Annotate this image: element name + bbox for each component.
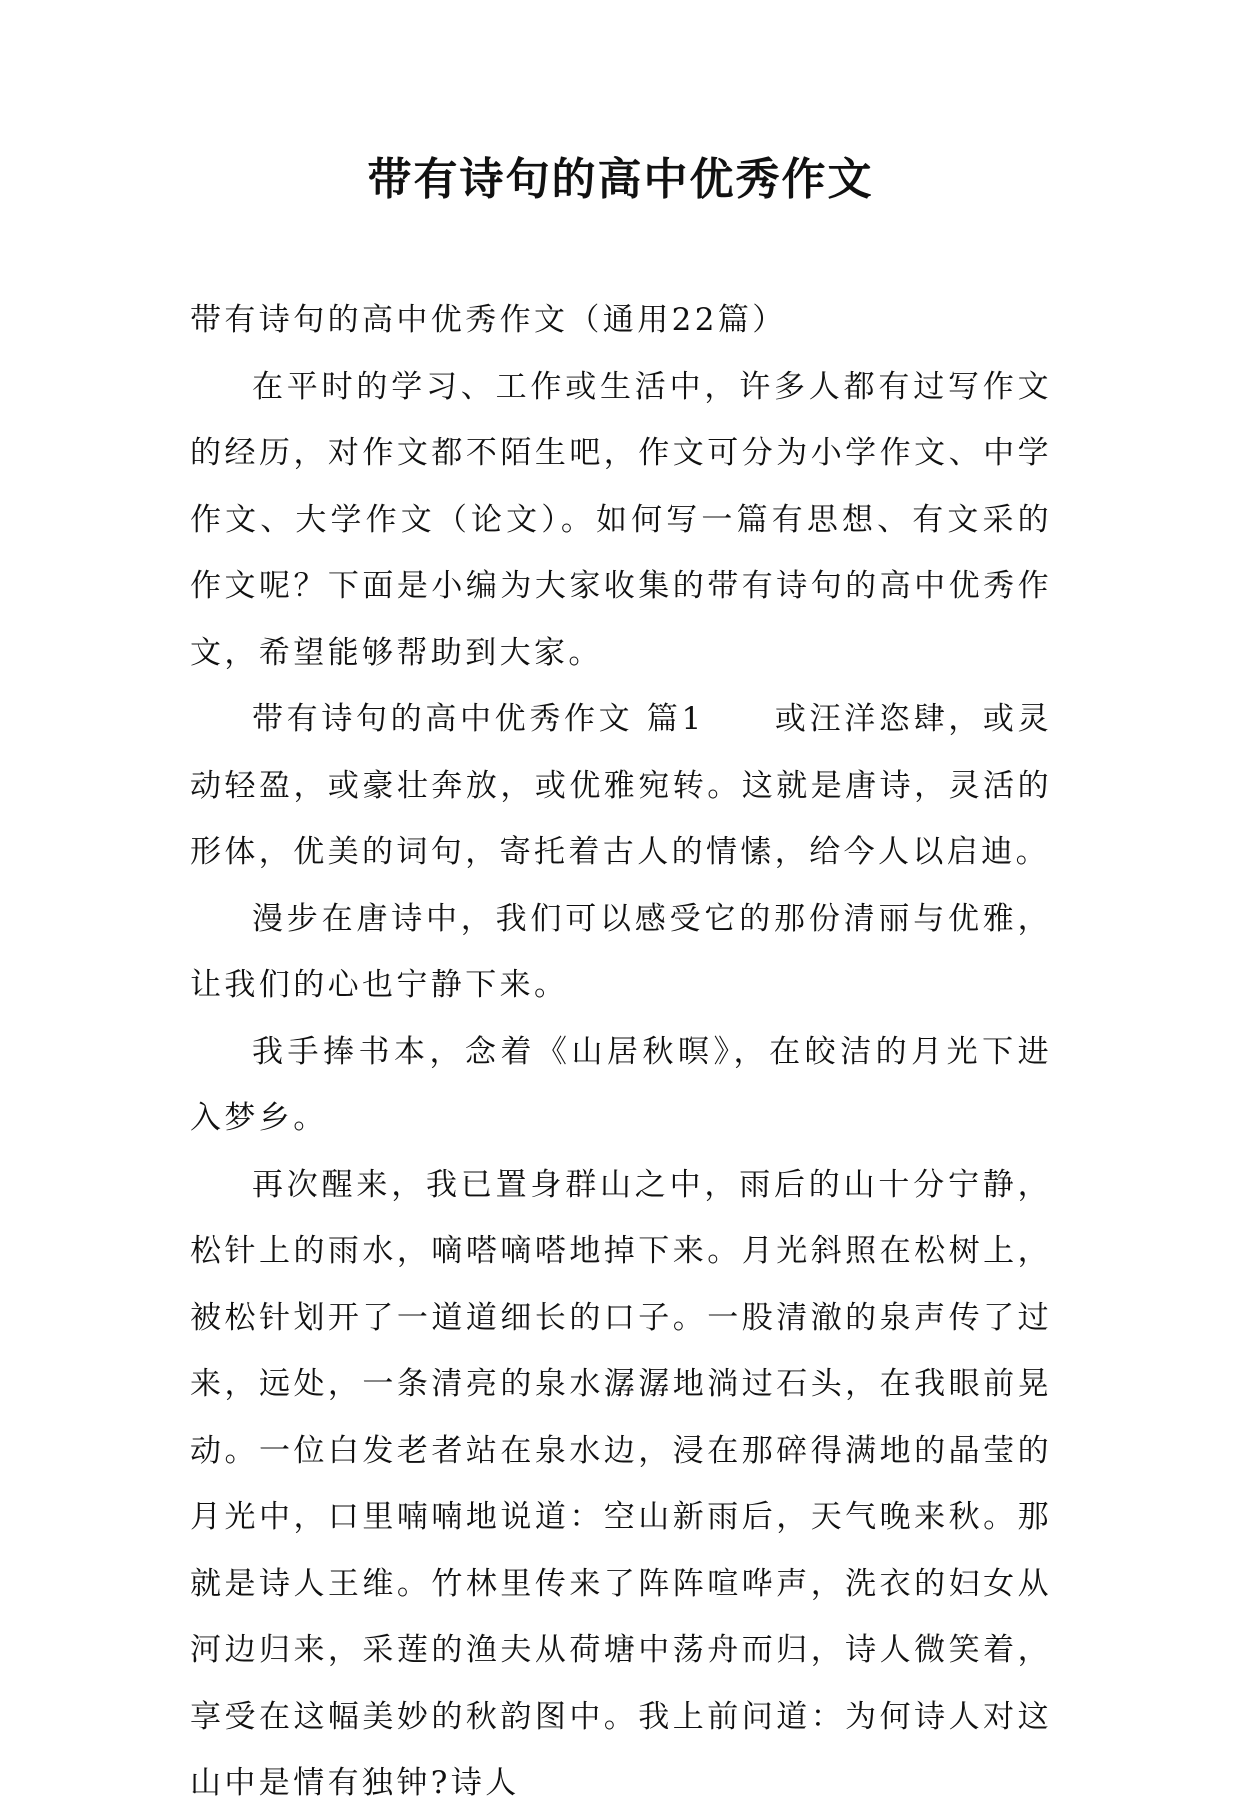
document-title: 带有诗句的高中优秀作文 [367,154,874,205]
body-paragraph: 漫步在唐诗中，我们可以感受它的那份清丽与优雅，让我们的心也宁静下来。 [190,900,1052,1003]
section-paragraph [190,686,1052,886]
section-first-text: 或汪洋恣肆，或灵动轻盈，或豪壮奔放，或优雅宛转。这就是唐诗，灵活的形体，优美的词句，寄托着古人的情愫，给今人以启迪。 [190,701,1052,870]
section-heading: 带有诗句的高中优秀作文 篇1 [252,701,705,737]
body-paragraph: 我手捧书本，念着《山居秋暝》，在皎洁的月光下进入梦乡。 [190,1033,1052,1136]
body-paragraph: 再次醒来，我已置身群山之中，雨后的山十分宁静，松针上的雨水，嘀嗒嘀嗒地掉下来。月光斜照在松树上，被松针划开了一道道细长的口子。一股清澈的泉声传了过来，远处，一条清亮的泉水潺潺地淌过石头，在我眼前晃动。一位白发老者站在泉水边，浸在那碎得满地的晶莹的月光中，口里喃喃地说道：空山新雨后，天气晚来秋。那就是诗人王维。竹林里传来了阵阵喧哗声，洗衣的妇女从河边归来，采莲的渔夫从荷塘中荡舟而归，诗人微笑着，享受在这幅美妙的秋韵图中。我上前问道：为何诗人对这山中是情有独钟?诗人 [190,1166,1052,1801]
intro-paragraph: 在平时的学习、工作或生活中，许多人都有过写作文的经历，对作文都不陌生吧，作文可分为小学作文、中学作文、大学作文（论文）。如何写一篇有思想、有文采的作文呢？下面是小编为大家收集的带有诗句的高中优秀作文，希望能够帮助到大家。 [190,368,1052,671]
document-body [190,287,1052,1817]
document-subtitle: 带有诗句的高中优秀作文（通用22篇） [190,302,787,338]
